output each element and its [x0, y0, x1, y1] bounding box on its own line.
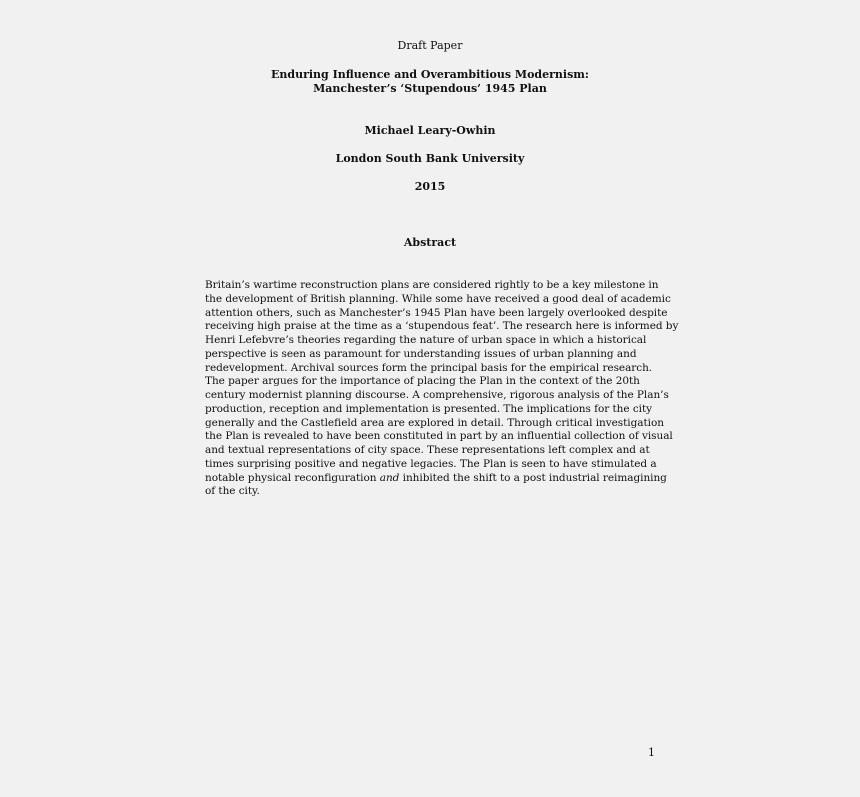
abstract-line: redevelopment. Archival sources form the principal basis for the empirical research. — [205, 361, 653, 374]
author-name: Michael Leary-Owhin — [364, 124, 496, 137]
abstract-text-segment: notable physical reconfiguration — [205, 471, 380, 484]
title-line-1: Enduring Influence and Overambitious Modernism: — [271, 68, 589, 81]
abstract-line: generally and the Castlefield area are explored in detail. Through critical investigation — [205, 416, 664, 429]
abstract-body — [205, 279, 679, 499]
abstract-text-segment: inhibited the shift to a post industrial reimagining — [399, 471, 667, 484]
year-text: 2015 — [414, 180, 446, 193]
abstract-line: times surprising positive and negative legacies. The Plan is seen to have stimulated a — [205, 457, 657, 470]
abstract-line-with-italic — [205, 472, 665, 486]
abstract-line: Britain’s wartime reconstruction plans are considered rightly to be a key milestone in — [205, 279, 659, 291]
abstract-italic-word: and — [379, 471, 400, 484]
affiliation: London South Bank University — [335, 152, 525, 165]
abstract-line: production, reception and implementation is presented. The implications for the city — [205, 402, 653, 415]
abstract-line: the development of British planning. While some have received a good deal of academic — [205, 292, 671, 305]
publication-year — [0, 180, 860, 193]
draft-label: Draft Paper — [397, 39, 463, 52]
abstract-line: and textual representations of city space. These representations left complex and at — [205, 444, 650, 456]
page-number: 1 — [648, 746, 655, 759]
title-line-2: Manchester’s ‘Stupendous’ 1945 Plan — [313, 82, 547, 95]
abstract-line: the Plan is revealed to have been constituted in part by an influential collection of visual — [205, 430, 673, 443]
abstract-line: Henri Lefebvre’s theories regarding the nature of urban space in which a historical — [205, 334, 647, 346]
abstract-line: of the city. — [205, 485, 260, 498]
abstract-line: The paper argues for the importance of placing the Plan in the context of the 20th — [205, 375, 640, 388]
abstract-heading: Abstract — [403, 236, 457, 249]
abstract-line: century modernist planning discourse. A comprehensive, rigorous analysis of the Plan’s — [205, 389, 669, 401]
abstract-line: attention others, such as Manchester’s 1945 Plan have been largely overlooked despite — [205, 306, 668, 319]
abstract-line: perspective is seen as paramount for understanding issues of urban planning and — [205, 347, 637, 360]
abstract-line: receiving high praise at the time as a ‘stupendous feat’. The research here is informed by — [205, 320, 679, 333]
